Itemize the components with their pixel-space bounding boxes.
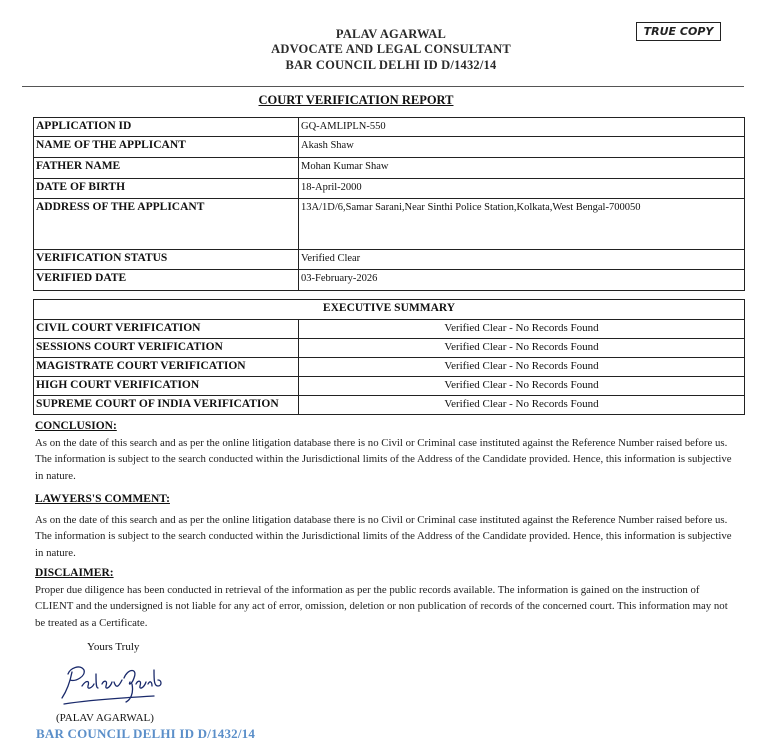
table-row: [34, 300, 745, 320]
table-row: [34, 377, 745, 396]
conclusion-title: CONCLUSION:: [35, 420, 117, 432]
header-divider: [22, 86, 744, 87]
executive-summary-table: [33, 299, 745, 415]
detail-label: DATE OF BIRTH: [34, 179, 299, 199]
lawyers-comment-text: As on the date of this search and as per the online litigation database there is no Civil or Criminal case instituted against the Reference Number raised before us. The information is subject to the search conducted within the Jurisdictional limits of the Address of the Candidate provided. Hence, this information is subjective in nature.: [35, 514, 732, 559]
summary-result: Verified Clear - No Records Found: [299, 396, 745, 415]
table-row: [34, 339, 745, 358]
table-row: [34, 320, 745, 339]
detail-value: Verified Clear: [299, 250, 745, 270]
detail-value: 18-April-2000: [299, 179, 745, 199]
signature-image: [58, 660, 168, 715]
summary-heading: EXECUTIVE SUMMARY: [34, 300, 745, 320]
signatory-bar-id: BAR COUNCIL DELHI ID D/1432/14: [36, 726, 256, 741]
disclaimer-title: DISCLAIMER:: [35, 567, 114, 579]
lawyers-comment-title: LAWYERS'S COMMENT:: [35, 493, 170, 505]
report-title: COURT VERIFICATION REPORT: [258, 93, 454, 107]
detail-value: 03-February-2026: [299, 270, 745, 291]
table-row: [34, 250, 745, 270]
detail-value: Akash Shaw: [299, 137, 745, 158]
summary-result: Verified Clear - No Records Found: [299, 358, 745, 377]
advocate-title: ADVOCATE AND LEGAL CONSULTANT: [271, 42, 511, 56]
detail-label: NAME OF THE APPLICANT: [34, 137, 299, 158]
advocate-name: PALAV AGARWAL: [335, 27, 447, 41]
detail-label: VERIFIED DATE: [34, 270, 299, 291]
summary-label: SESSIONS COURT VERIFICATION: [34, 339, 299, 358]
signatory-name: (PALAV AGARWAL): [56, 712, 154, 724]
table-row: [34, 118, 745, 137]
table-row: [34, 158, 745, 179]
summary-label: CIVIL COURT VERIFICATION: [34, 320, 299, 339]
table-row: [34, 199, 745, 250]
true-copy-stamp: TRUE COPY: [636, 22, 721, 41]
summary-label: HIGH COURT VERIFICATION: [34, 377, 299, 396]
summary-result: Verified Clear - No Records Found: [299, 339, 745, 358]
summary-result: Verified Clear - No Records Found: [299, 320, 745, 339]
table-row: [34, 137, 745, 158]
detail-label: APPLICATION ID: [34, 118, 299, 137]
table-row: [34, 270, 745, 291]
table-row: [34, 179, 745, 199]
conclusion-text: As on the date of this search and as per the online litigation database there is no Civil or Criminal case instituted against the Reference Number raised before us. The information is subject to the search conducted within the Jurisdictional limits of the Address of the Candidate provided. Hence, this information is subjective in nature.: [35, 437, 732, 482]
detail-label: FATHER NAME: [34, 158, 299, 179]
detail-value: 13A/1D/6,Samar Sarani,Near Sinthi Police Station,Kolkata,West Bengal-700050: [299, 199, 745, 250]
disclaimer-text: Proper due diligence has been conducted in retrieval of the information as per the public records available. The information is gained on the instruction of CLIENT and the undersigned is not liable for any act of error, omission, deletion or non publication of records of the concerned court. This information may not be treated as a Certificate.: [35, 584, 728, 629]
closing-text: Yours Truly: [87, 641, 140, 653]
detail-value: Mohan Kumar Shaw: [299, 158, 745, 179]
applicant-details-table: [33, 117, 745, 291]
summary-label: MAGISTRATE COURT VERIFICATION: [34, 358, 299, 377]
detail-value: GQ-AMLIPLN-550: [299, 118, 745, 137]
summary-label: SUPREME COURT OF INDIA VERIFICATION: [34, 396, 299, 415]
detail-label: ADDRESS OF THE APPLICANT: [34, 199, 299, 250]
table-row: [34, 358, 745, 377]
detail-label: VERIFICATION STATUS: [34, 250, 299, 270]
summary-result: Verified Clear - No Records Found: [299, 377, 745, 396]
advocate-bar-id: BAR COUNCIL DELHI ID D/1432/14: [285, 58, 497, 72]
table-row: [34, 396, 745, 415]
